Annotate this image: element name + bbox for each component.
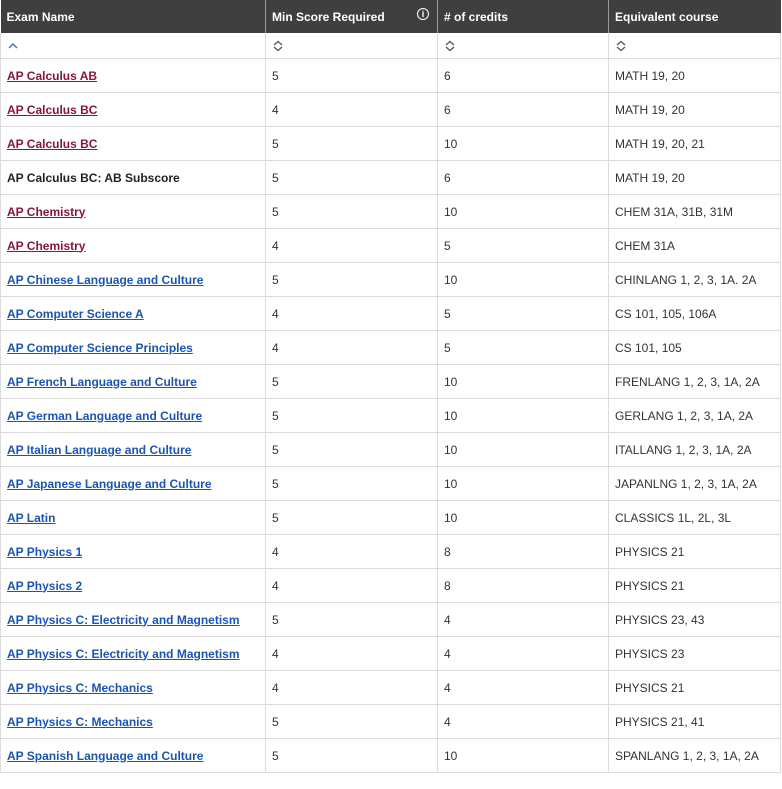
cell-min-score: 5 bbox=[266, 501, 438, 535]
cell-credits: 4 bbox=[438, 705, 609, 739]
cell-min-score: 4 bbox=[266, 671, 438, 705]
table-row bbox=[1, 229, 781, 263]
cell-exam-name bbox=[1, 229, 266, 263]
cell-exam-name bbox=[1, 263, 266, 297]
cell-min-score: 5 bbox=[266, 127, 438, 161]
exam-link[interactable]: AP Physics C: Mechanics bbox=[7, 680, 153, 695]
cell-exam-name bbox=[1, 705, 266, 739]
cell-equivalent-course: CS 101, 105 bbox=[609, 331, 781, 365]
column-header-min-score-label: Min Score Required bbox=[272, 9, 385, 24]
exam-link[interactable]: AP Calculus BC bbox=[7, 136, 98, 151]
cell-equivalent-course: MATH 19, 20, 21 bbox=[609, 127, 781, 161]
table-row bbox=[1, 161, 781, 195]
table-row bbox=[1, 739, 781, 773]
sort-controls-row bbox=[1, 33, 781, 59]
cell-exam-name bbox=[1, 161, 266, 195]
cell-exam-name bbox=[1, 501, 266, 535]
table-row bbox=[1, 399, 781, 433]
table-row bbox=[1, 297, 781, 331]
cell-exam-name bbox=[1, 739, 266, 773]
cell-credits: 10 bbox=[438, 195, 609, 229]
table-row bbox=[1, 365, 781, 399]
cell-equivalent-course: PHYSICS 23, 43 bbox=[609, 603, 781, 637]
table-row bbox=[1, 603, 781, 637]
exam-link[interactable]: AP Physics C: Mechanics bbox=[7, 714, 153, 729]
cell-min-score: 5 bbox=[266, 739, 438, 773]
cell-min-score: 4 bbox=[266, 535, 438, 569]
exam-link[interactable]: AP Physics 1 bbox=[7, 544, 83, 559]
cell-equivalent-course: PHYSICS 21 bbox=[609, 569, 781, 603]
cell-credits: 4 bbox=[438, 637, 609, 671]
exam-link[interactable]: AP Japanese Language and Culture bbox=[7, 476, 212, 491]
cell-credits: 10 bbox=[438, 399, 609, 433]
cell-min-score: 4 bbox=[266, 637, 438, 671]
table-row bbox=[1, 195, 781, 229]
table-row bbox=[1, 467, 781, 501]
cell-exam-name bbox=[1, 569, 266, 603]
cell-credits: 5 bbox=[438, 229, 609, 263]
chevron-up-icon[interactable] bbox=[7, 40, 19, 52]
cell-credits: 6 bbox=[438, 161, 609, 195]
cell-equivalent-course: CHEM 31A, 31B, 31M bbox=[609, 195, 781, 229]
table-row bbox=[1, 433, 781, 467]
cell-equivalent-course: CHEM 31A bbox=[609, 229, 781, 263]
table-row bbox=[1, 93, 781, 127]
cell-equivalent-course: MATH 19, 20 bbox=[609, 93, 781, 127]
cell-credits: 10 bbox=[438, 263, 609, 297]
cell-min-score: 4 bbox=[266, 569, 438, 603]
cell-min-score: 5 bbox=[266, 705, 438, 739]
exam-link[interactable]: AP French Language and Culture bbox=[7, 374, 197, 389]
exam-link[interactable]: AP Calculus BC bbox=[7, 102, 98, 117]
info-icon[interactable]: i bbox=[417, 8, 429, 20]
cell-equivalent-course: PHYSICS 23 bbox=[609, 637, 781, 671]
cell-exam-name bbox=[1, 331, 266, 365]
table-row bbox=[1, 127, 781, 161]
cell-credits: 5 bbox=[438, 297, 609, 331]
cell-exam-name bbox=[1, 297, 266, 331]
cell-equivalent-course: JAPANLNG 1, 2, 3, 1A, 2A bbox=[609, 467, 781, 501]
cell-exam-name bbox=[1, 93, 266, 127]
table-row bbox=[1, 637, 781, 671]
table-header-row bbox=[1, 0, 781, 33]
cell-credits: 10 bbox=[438, 433, 609, 467]
exam-link[interactable]: AP Physics C: Electricity and Magnetism bbox=[7, 612, 240, 627]
cell-equivalent-course: FRENLANG 1, 2, 3, 1A, 2A bbox=[609, 365, 781, 399]
cell-equivalent-course: PHYSICS 21, 41 bbox=[609, 705, 781, 739]
cell-exam-name bbox=[1, 467, 266, 501]
exam-link[interactable]: AP Computer Science Principles bbox=[7, 340, 193, 355]
cell-exam-name bbox=[1, 637, 266, 671]
exam-link[interactable]: AP Spanish Language and Culture bbox=[7, 748, 204, 763]
sort-equivalent-course[interactable] bbox=[609, 33, 781, 59]
exam-link[interactable]: AP German Language and Culture bbox=[7, 408, 203, 423]
cell-credits: 10 bbox=[438, 501, 609, 535]
cell-credits: 8 bbox=[438, 569, 609, 603]
table-row bbox=[1, 263, 781, 297]
cell-min-score: 4 bbox=[266, 229, 438, 263]
cell-exam-name bbox=[1, 433, 266, 467]
cell-equivalent-course: SPANLANG 1, 2, 3, 1A, 2A bbox=[609, 739, 781, 773]
cell-credits: 4 bbox=[438, 671, 609, 705]
column-header-min-score[interactable] bbox=[266, 0, 438, 33]
column-header-equivalent-course[interactable]: Equivalent course bbox=[609, 0, 781, 33]
cell-credits: 10 bbox=[438, 127, 609, 161]
cell-exam-name bbox=[1, 195, 266, 229]
exam-link[interactable]: AP Physics 2 bbox=[7, 578, 83, 593]
sort-icon[interactable] bbox=[272, 40, 284, 52]
cell-min-score: 4 bbox=[266, 93, 438, 127]
cell-credits: 5 bbox=[438, 331, 609, 365]
cell-equivalent-course: MATH 19, 20 bbox=[609, 59, 781, 93]
exam-name: AP Calculus BC: AB Subscore bbox=[7, 170, 180, 185]
cell-credits: 10 bbox=[438, 467, 609, 501]
exam-link[interactable]: AP Computer Science A bbox=[7, 306, 144, 321]
column-header-credits[interactable]: # of credits bbox=[438, 0, 609, 33]
cell-min-score: 5 bbox=[266, 59, 438, 93]
table-row bbox=[1, 569, 781, 603]
sort-credits[interactable] bbox=[438, 33, 609, 59]
table-row bbox=[1, 671, 781, 705]
cell-credits: 6 bbox=[438, 93, 609, 127]
cell-min-score: 5 bbox=[266, 603, 438, 637]
table-row bbox=[1, 535, 781, 569]
cell-equivalent-course: CLASSICS 1L, 2L, 3L bbox=[609, 501, 781, 535]
table-row bbox=[1, 501, 781, 535]
cell-credits: 8 bbox=[438, 535, 609, 569]
cell-equivalent-course: ITALLANG 1, 2, 3, 1A, 2A bbox=[609, 433, 781, 467]
table-row bbox=[1, 705, 781, 739]
sort-icon[interactable] bbox=[615, 40, 627, 52]
cell-equivalent-course: GERLANG 1, 2, 3, 1A, 2A bbox=[609, 399, 781, 433]
cell-min-score: 5 bbox=[266, 467, 438, 501]
cell-min-score: 5 bbox=[266, 263, 438, 297]
cell-min-score: 5 bbox=[266, 365, 438, 399]
cell-credits: 6 bbox=[438, 59, 609, 93]
exam-link[interactable]: AP Physics C: Electricity and Magnetism bbox=[7, 646, 240, 661]
table-body bbox=[1, 59, 781, 773]
exam-link[interactable]: AP Latin bbox=[7, 510, 56, 525]
cell-min-score: 5 bbox=[266, 433, 438, 467]
cell-exam-name bbox=[1, 59, 266, 93]
exam-link[interactable]: AP Chinese Language and Culture bbox=[7, 272, 204, 287]
cell-exam-name bbox=[1, 399, 266, 433]
cell-equivalent-course: PHYSICS 21 bbox=[609, 671, 781, 705]
sort-icon[interactable] bbox=[444, 40, 456, 52]
cell-min-score: 4 bbox=[266, 297, 438, 331]
cell-min-score: 5 bbox=[266, 195, 438, 229]
cell-credits: 4 bbox=[438, 603, 609, 637]
cell-min-score: 5 bbox=[266, 399, 438, 433]
exam-link[interactable]: AP Calculus AB bbox=[7, 68, 98, 83]
cell-credits: 10 bbox=[438, 365, 609, 399]
cell-equivalent-course: PHYSICS 21 bbox=[609, 535, 781, 569]
cell-exam-name bbox=[1, 127, 266, 161]
table-row bbox=[1, 331, 781, 365]
exam-link[interactable]: AP Italian Language and Culture bbox=[7, 442, 192, 457]
table-row bbox=[1, 59, 781, 93]
cell-credits: 10 bbox=[438, 739, 609, 773]
cell-exam-name bbox=[1, 671, 266, 705]
cell-exam-name bbox=[1, 535, 266, 569]
cell-min-score: 4 bbox=[266, 331, 438, 365]
cell-exam-name bbox=[1, 603, 266, 637]
column-header-exam-name[interactable]: Exam Name bbox=[1, 0, 266, 33]
exam-link[interactable]: AP Chemistry bbox=[7, 238, 86, 253]
sort-min-score[interactable] bbox=[266, 33, 438, 59]
cell-equivalent-course: CS 101, 105, 106A bbox=[609, 297, 781, 331]
sort-exam-name[interactable] bbox=[1, 33, 266, 59]
cell-equivalent-course: MATH 19, 20 bbox=[609, 161, 781, 195]
cell-equivalent-course: CHINLANG 1, 2, 3, 1A. 2A bbox=[609, 263, 781, 297]
cell-exam-name bbox=[1, 365, 266, 399]
cell-min-score: 5 bbox=[266, 161, 438, 195]
exam-link[interactable]: AP Chemistry bbox=[7, 204, 86, 219]
